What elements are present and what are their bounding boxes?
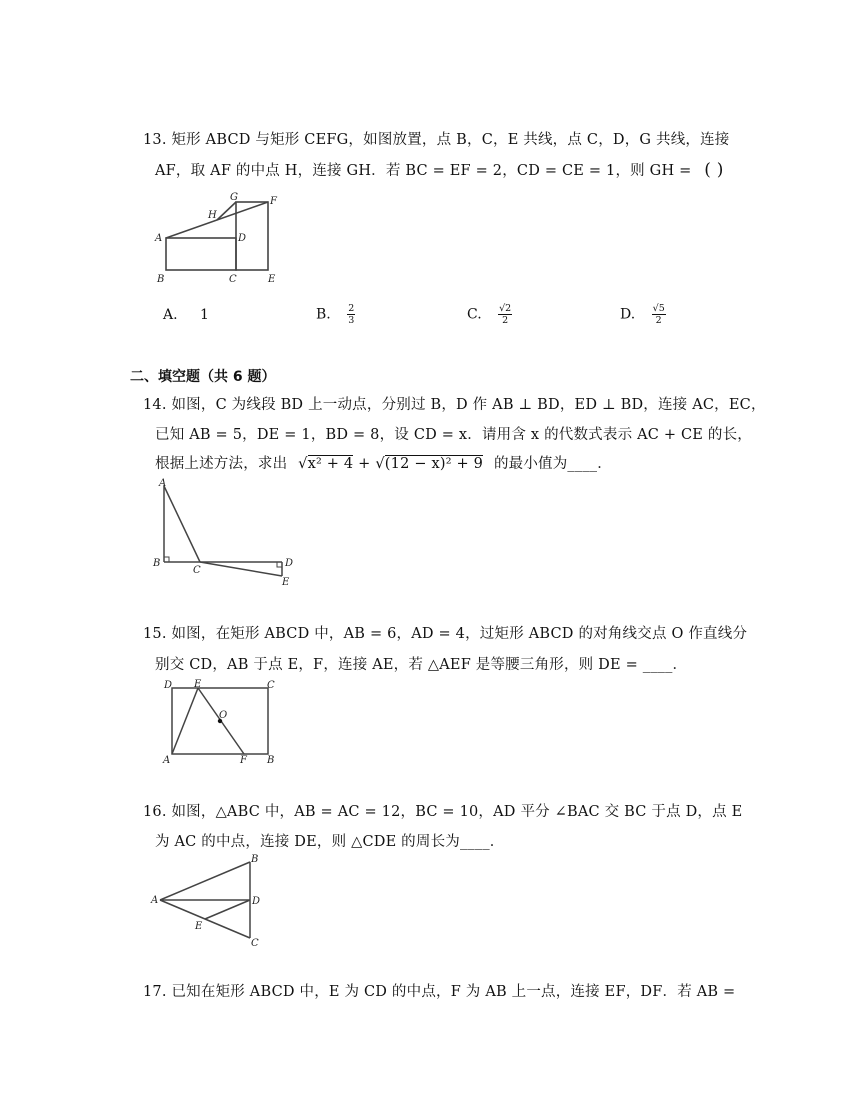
q16-figure	[150, 852, 270, 950]
label-h: H	[208, 210, 217, 221]
option-a-letter: A.	[163, 307, 178, 323]
option-a-value: 1	[200, 307, 209, 323]
q13-line-1: 13. 矩形 ABCD 与矩形 CEFG，如图放置，点 B，C，E 共线，点 C，D，G 共线，连接	[143, 132, 730, 148]
q17-line-1: 17. 已知在矩形 ABCD 中，E 为 CD 的中点，F 为 AB 上一点，连接 EF，DF．若 AB =	[143, 984, 736, 1000]
q15-line-2: 别交 CD，AB 于点 E，F，连接 AE，若 △AEF 是等腰三角形，则 DE = ____．	[155, 657, 688, 673]
q15-line-1: 15. 如图，在矩形 ABCD 中，AB = 6，AD = 4，过矩形 ABCD 的对角线交点 O 作直线分	[143, 626, 748, 642]
q14-line-3-pre: 根据上述方法，求出	[155, 456, 288, 472]
label-a: A	[159, 478, 167, 489]
label-f: F	[270, 196, 277, 207]
q14-line-3-post: 的最小值为____．	[493, 456, 612, 472]
option-d-letter: D.	[620, 306, 636, 323]
label-e: E	[268, 274, 276, 285]
label-d: D	[238, 233, 247, 244]
option-b-fraction	[347, 303, 355, 326]
q14-radical-b: (12 − x)² + 9	[384, 456, 484, 472]
q16-line-2: 为 AC 的中点，连接 DE，则 △CDE 的周长为____．	[155, 834, 505, 850]
label-f: F	[240, 755, 247, 766]
q14-line-1: 14. 如图，C 为线段 BD 上一动点，分别过 B，D 作 AB ⊥ BD，ED ⊥ BD，连接 AC，EC，	[143, 397, 766, 413]
q14-line-3: 根据上述方法，求出 √x² + 4 + √(12 − x)² + 9 的最小值为____．	[155, 456, 612, 472]
label-c: C	[251, 938, 259, 949]
label-e: E	[195, 921, 203, 932]
option-b-num: 2	[348, 303, 355, 314]
option-d-fraction	[652, 303, 666, 326]
label-b: B	[153, 558, 161, 569]
label-e: E	[282, 577, 290, 588]
q13-option-c[interactable]	[467, 303, 512, 326]
q16-line-1: 16. 如图，△ABC 中，AB = AC = 12，BC = 10，AD 平分 ∠BAC 交 BC 于点 D，点 E	[143, 804, 743, 820]
option-b-letter: B.	[316, 306, 331, 323]
q14-line-2: 已知 AB = 5，DE = 1，BD = 8，设 CD = x．请用含 x 的代数式表示 AC + CE 的长，	[155, 427, 753, 443]
q13-option-a[interactable]	[163, 307, 209, 323]
segment-ae	[172, 688, 198, 754]
label-b: B	[267, 755, 275, 766]
q14-figure	[150, 478, 300, 588]
label-e: E	[194, 679, 202, 690]
q13-line-2	[155, 159, 724, 180]
option-d-num: √5	[652, 303, 665, 314]
label-a: A	[151, 895, 159, 906]
q13-figure	[152, 190, 292, 286]
segment-ab	[160, 862, 250, 900]
label-c: C	[193, 565, 201, 576]
q14-plus: +	[353, 456, 376, 472]
rect-abcd	[166, 238, 236, 270]
q15-figure	[158, 676, 283, 768]
section-title: 二、填空题（共 6 题）	[130, 369, 276, 385]
label-d: D	[164, 680, 173, 691]
segment-de	[205, 900, 250, 919]
label-b: B	[157, 274, 165, 285]
label-b: B	[251, 854, 259, 865]
q14-radical-a: x² + 4	[307, 456, 354, 472]
label-c: C	[229, 274, 237, 285]
label-g: G	[230, 192, 238, 203]
segment-ac	[164, 486, 200, 562]
q13-answer-paren: ( )	[704, 160, 724, 180]
label-a: A	[155, 233, 163, 244]
label-o: O	[219, 710, 228, 721]
segment-ce	[200, 562, 282, 576]
option-c-num: √2	[499, 303, 512, 314]
q13-option-d[interactable]	[620, 303, 666, 326]
label-a: A	[163, 755, 171, 766]
label-d: D	[252, 896, 261, 907]
q13-line-2-text: AF，取 AF 的中点 H，连接 GH．若 BC = EF = 2，CD = CE = 1，则 GH =	[155, 163, 692, 179]
q13-option-b[interactable]	[316, 303, 355, 326]
option-c-letter: C.	[467, 306, 482, 323]
label-d: D	[285, 558, 294, 569]
label-c: C	[267, 680, 275, 691]
option-c-den: 2	[502, 315, 509, 326]
option-c-fraction	[498, 303, 512, 326]
option-b-den: 3	[348, 315, 355, 326]
option-d-den: 2	[655, 315, 662, 326]
